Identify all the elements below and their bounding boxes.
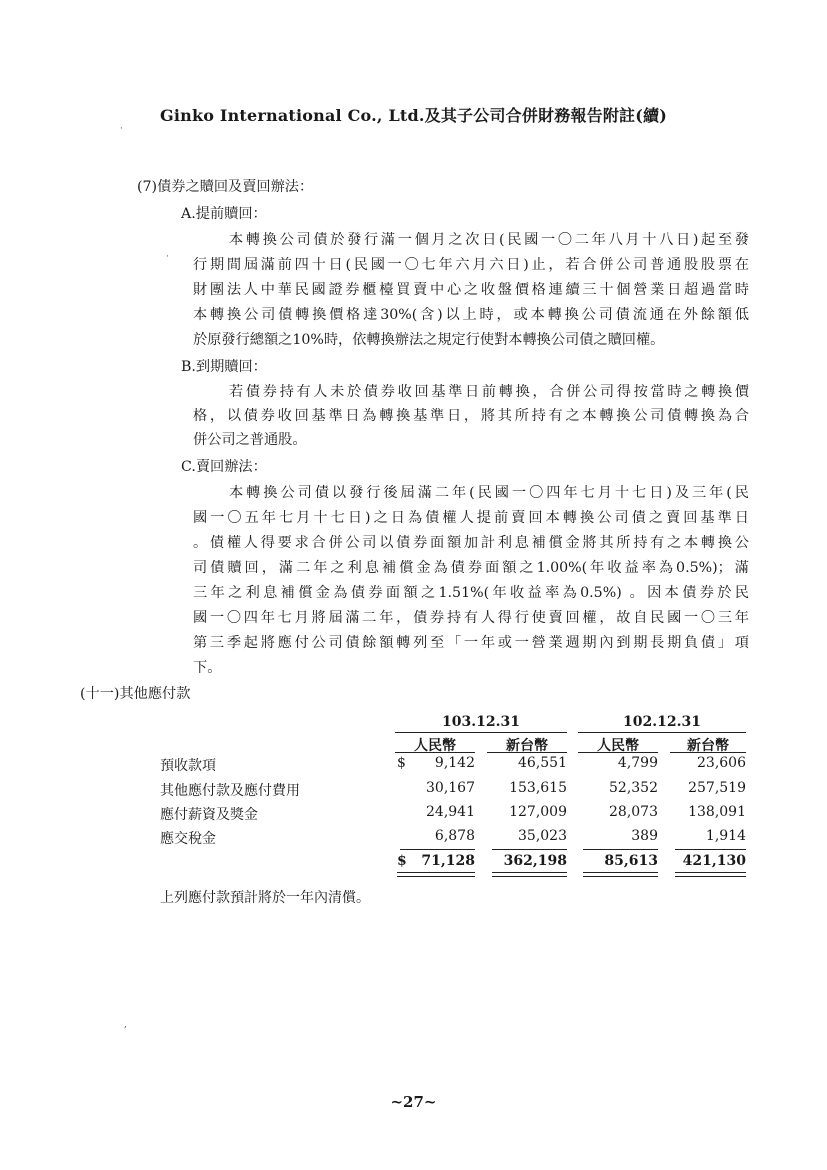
table-cell: 127,009 (509, 804, 567, 820)
column-rule (670, 752, 746, 753)
table-section-title: (十一)其他應付款 (80, 686, 191, 702)
total-double-rule (397, 872, 475, 877)
page-number: ~27~ (390, 1093, 437, 1111)
paragraph-line: 三年之利息補償金為債券面額之1.51%(年收益率為0.5%) 。因本債券於民 (193, 585, 749, 601)
period-header-2014: 103.12.31 (442, 714, 520, 730)
table-cell: 389 (631, 828, 658, 844)
column-header-twd: 新台幣 (687, 738, 729, 754)
table-cell: 52,352 (609, 780, 658, 796)
paragraph-line: 若債券持有人未於債券收回基準日前轉換，合併公司得按當時之轉換價 (229, 384, 749, 400)
column-rule (395, 752, 475, 753)
row-label: 應付薪資及獎金 (160, 807, 258, 823)
scan-speck: , (124, 1020, 127, 1030)
table-cell: 24,941 (426, 804, 475, 820)
subsection-c-title: C.賣回辦法： (181, 459, 267, 475)
total-double-rule (492, 872, 567, 877)
column-rule (578, 752, 658, 753)
subsection-a-title: A.提前贖回： (181, 206, 267, 222)
subtotal-rule (400, 849, 475, 850)
paragraph-line: 國一〇四年七月將屆滿二年，債券持有人得行使賣回權，故自民國一〇三年 (193, 610, 749, 626)
table-cell: 23,606 (697, 755, 746, 771)
header-rule (395, 732, 567, 733)
subsection-b-title: B.到期贖回： (181, 359, 267, 375)
table-cell: 138,091 (688, 804, 746, 820)
paragraph-line: 本轉換公司債以發行後屆滿二年(民國一〇四年七月十七日)及三年(民 (229, 485, 749, 501)
table-cell: 9,142 (434, 755, 475, 771)
total-cell: 421,130 (682, 853, 746, 869)
column-header-rmb: 人民幣 (414, 738, 456, 754)
scan-speck: · (166, 252, 169, 262)
table-cell: 153,615 (509, 780, 567, 796)
currency-symbol: $ (397, 853, 407, 869)
paragraph-line: 於原發行總額之10%時，依轉換辦法之規定行使對本轉換公司債之贖回權。 (193, 332, 665, 348)
total-cell: 85,613 (604, 853, 658, 869)
paragraph-line: 。債權人得要求合併公司以債券面額加計利息補償金將其所持有之本轉換公 (193, 535, 749, 551)
row-label: 應交稅金 (160, 831, 216, 847)
paragraph-line: 下。 (193, 660, 222, 676)
table-cell: 4,799 (617, 755, 658, 771)
table-cell: 1,914 (705, 828, 746, 844)
paragraph-line: 本轉換公司債於發行滿一個月之次日(民國一〇二年八月十八日)起至發 (229, 232, 749, 248)
paragraph-line: 併公司之普通股。 (193, 432, 307, 448)
table-cell: 28,073 (609, 804, 658, 820)
table-note: 上列應付款預計將於一年內清償。 (160, 890, 370, 906)
subtotal-rule (675, 849, 746, 850)
paragraph-line: 行期間屆滿前四十日(民國一〇七年六月六日)止，若合併公司普通股股票在 (193, 257, 749, 273)
report-header: Ginko International Co., Ltd.及其子公司合併財務報告附註(續) (160, 106, 667, 125)
column-header-twd: 新台幣 (506, 738, 548, 754)
total-cell: 362,198 (503, 853, 567, 869)
row-label: 預收款項 (160, 758, 216, 774)
total-cell: 71,128 (421, 853, 475, 869)
paragraph-line: 國一〇五年七月十七日)之日為債權人提前賣回本轉換公司債之賣回基準日 (193, 510, 749, 526)
table-cell: 6,878 (434, 828, 475, 844)
section-title: (7)債券之贖回及賣回辦法： (137, 179, 314, 195)
currency-symbol: $ (397, 755, 406, 771)
paragraph-line: 司債贖回，滿二年之利息補償金為債券面額之1.00%(年收益率為0.5%)；滿 (193, 560, 749, 576)
period-header-2013: 102.12.31 (623, 714, 701, 730)
paragraph-line: 格，以債券收回基準日為轉換基準日，將其所持有之本轉換公司債轉換為合 (193, 408, 749, 424)
table-cell: 35,023 (518, 828, 567, 844)
header-rule (578, 732, 746, 733)
column-header-rmb: 人民幣 (597, 738, 639, 754)
scan-speck: · (120, 124, 123, 134)
subtotal-rule (583, 849, 658, 850)
total-double-rule (675, 872, 746, 877)
total-double-rule (583, 872, 658, 877)
table-cell: 257,519 (688, 780, 746, 796)
paragraph-line: 第三季起將應付公司債餘額轉列至「一年或一營業週期內到期長期負債」項 (193, 635, 749, 651)
subtotal-rule (492, 849, 567, 850)
paragraph-line: 財團法人中華民國證券櫃檯買賣中心之收盤價格連續三十個營業日超過當時 (193, 282, 749, 298)
paragraph-line: 本轉換公司債轉換價格達30%(含)以上時，或本轉換公司債流通在外餘額低 (193, 307, 749, 323)
table-cell: 46,551 (518, 755, 567, 771)
column-rule (487, 752, 567, 753)
table-cell: 30,167 (426, 780, 475, 796)
row-label: 其他應付款及應付費用 (160, 783, 300, 799)
